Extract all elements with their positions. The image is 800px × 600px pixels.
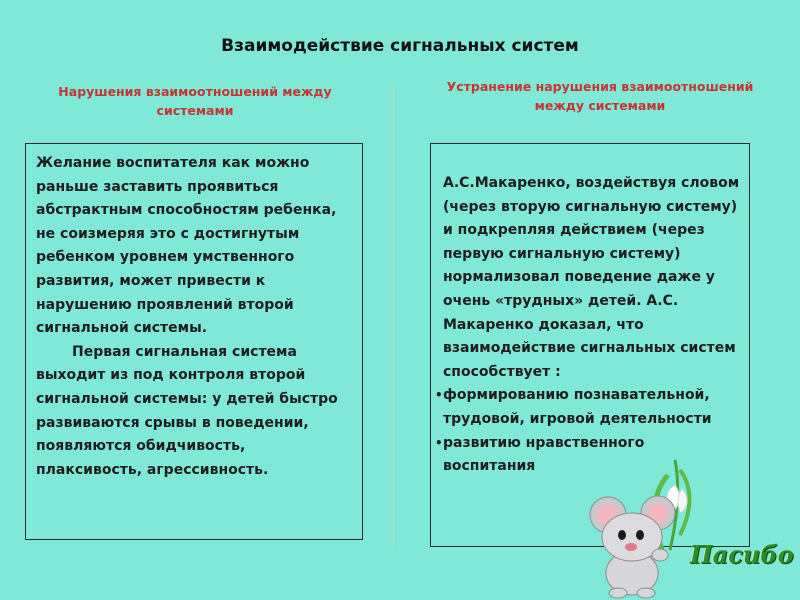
right-heading: Устранение нарушения взаимоотношений между системами — [446, 79, 754, 113]
left-heading: Нарушения взаимоотношений между системами — [58, 84, 332, 118]
bullet-text: развитию нравственного воспитания — [443, 434, 645, 475]
column-divider — [393, 88, 394, 550]
bullet-text: формированию познавательной, трудовой, игровой деятельности — [443, 387, 712, 427]
slide-title: Взаимодействие сигнальных систем — [221, 36, 579, 56]
right-paragraph: А.С.Макаренко, воздействуя словом (через вторую сигнальную систему) и подкрепляя действием (через первую сигнальную систему) нормализовал поведение даже у очень «трудных» детей. А.С. Макаренко доказал, что взаимодействие сигнальных систем способствует : — [443, 175, 740, 380]
list-item — [435, 384, 741, 431]
bullet-icon: • — [435, 435, 443, 450]
mouse-with-snowdrop-icon — [580, 455, 710, 600]
thanks-decoration: Пасибо — [690, 540, 794, 569]
left-text-box — [25, 143, 363, 540]
left-paragraph-1: Желание воспитателя как можно раньше заставить проявиться абстрактным способностям ребенка, не соизмеряя это с достигнутым ребенком уровнем умственного развития, может привести к нарушению проявлений второй сигнальной системы. — [36, 155, 337, 337]
bullet-icon: • — [435, 388, 443, 403]
left-paragraph-2: Первая сигнальная система выходит из под контроля второй сигнальной системы: у детей быстро развиваются срывы в поведении, появляются обидчивость, плаксивость, агрессивность. — [36, 343, 338, 478]
